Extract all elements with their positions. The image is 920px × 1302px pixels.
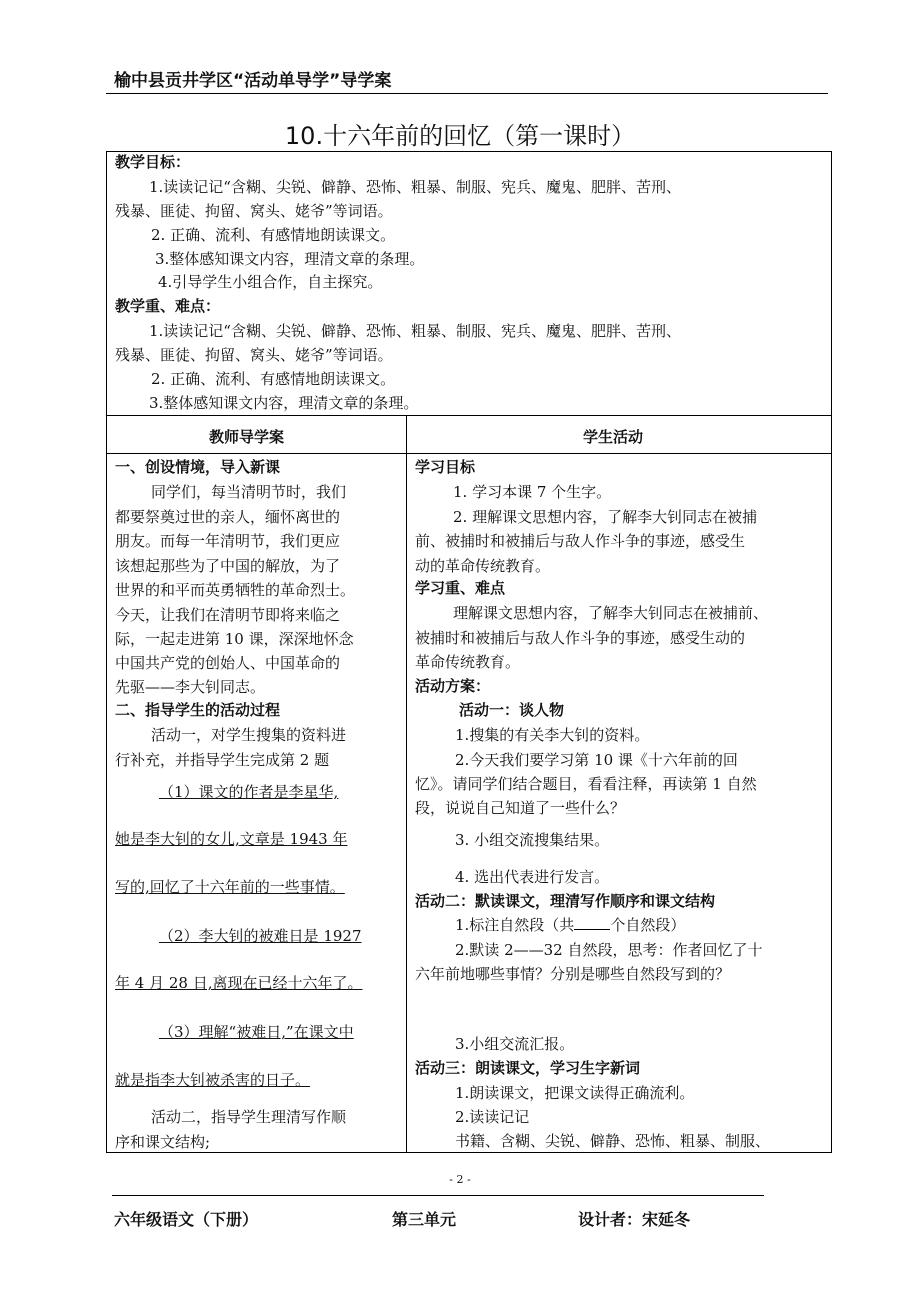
teacher-paragraph-line: 今天，让我们在清明节即将来临之 [115, 606, 341, 624]
keypoints-heading: 教学重、难点： [115, 297, 221, 315]
teacher-paragraph-line: 际，一起走进第 10 课，深深地怀念 [115, 630, 354, 648]
table-divider [106, 453, 832, 454]
teacher-paragraph-line: 都要祭奠过世的亲人，缅怀离世的 [115, 508, 341, 526]
student-goal-line: 前、被捕时和被捕后与敌人作斗争的事迹，感受生 [415, 532, 746, 550]
teacher-section-heading: 一、创设情境，导入新课 [115, 458, 281, 476]
objective-line: 1.读读记记“含糊、尖锐、僻静、恐怖、粗暴、制服、宪兵、魔鬼、肥胖、苦刑、 [149, 178, 681, 196]
document-header: 榆中县贡井学区“活动单导学”导学案 [114, 71, 392, 91]
answer-line: 写的,回忆了十六年前的一些事情。 [115, 878, 345, 896]
objectives-heading: 教学目标： [115, 153, 191, 171]
column-divider [406, 415, 407, 1153]
activity-line: 六年前地哪些事情？分别是哪些自然段写到的？ [415, 965, 731, 983]
activity-line: 2.读读记记 [455, 1108, 530, 1126]
keypoint-line: 1.读读记记“含糊、尖锐、僻静、恐怖、粗暴、制服、宪兵、魔鬼、肥胖、苦刑、 [149, 322, 681, 340]
answer-line: （2）李大钊的被难日是 1927 [159, 927, 362, 945]
activity-line: 3. 小组交流搜集结果。 [455, 831, 610, 849]
paragraph-count-blank [574, 915, 610, 930]
teacher-activity-line: 活动一，对学生搜集的资料进 [151, 726, 347, 744]
activity-line: 4. 选出代表进行发言。 [455, 868, 610, 886]
activity-line: 书籍、含糊、尖锐、僻静、恐怖、粗暴、制服、 [455, 1132, 771, 1150]
footer-rule [112, 1195, 764, 1196]
keypoint-line: 2. 正确、流利、有感情地朗读课文。 [151, 370, 396, 388]
activity-line: 1.搜集的有关李大钊的资料。 [455, 726, 650, 744]
answer-line: 年 4 月 28 日,离现在已经十六年了。 [115, 974, 363, 992]
student-key-heading: 学习重、难点 [415, 579, 506, 597]
activity-heading: 活动三：朗读课文，学习生字新词 [415, 1059, 641, 1077]
mark-paragraphs-suffix: 个自然段） [610, 916, 686, 934]
footer-designer: 设计者：宋延冬 [578, 1210, 691, 1229]
teacher-paragraph-line: 同学们，每当清明节时，我们 [151, 483, 347, 501]
teacher-paragraph-line: 中国共产党的创始人、中国革命的 [115, 654, 341, 672]
teacher-paragraph-line: 该想起那些为了中国的解放，为了 [115, 557, 341, 575]
teacher-section-heading: 二、指导学生的活动过程 [115, 701, 281, 719]
objective-line: 2. 正确、流利、有感情地朗读课文。 [151, 226, 396, 244]
activity-line: 1.朗读课文，把课文读得正确流利。 [455, 1084, 695, 1102]
student-key-line: 被捕时和被捕后与敌人作斗争的事迹，感受生动的 [415, 629, 746, 647]
student-goal-line: 1. 学习本课 7 个生字。 [453, 483, 612, 501]
mark-paragraphs-prefix: 1.标注自然段（共 [455, 916, 575, 934]
teacher-paragraph-line: 朋友。而每一年清明节，我们更应 [115, 532, 341, 550]
footer-grade: 六年级语文（下册） [114, 1210, 259, 1229]
answer-line: （3）理解“被难日,”在课文中 [159, 1023, 354, 1041]
page-number: - 2 - [449, 1173, 471, 1186]
header-rule [106, 93, 828, 94]
student-goal-line: 2. 理解课文思想内容，了解李大钊同志在被捕 [453, 508, 758, 526]
student-key-line: 革命传统教育。 [415, 653, 521, 671]
student-key-line: 理解课文思想内容，了解李大钊同志在被捕前、 [453, 604, 769, 622]
answer-line: 就是指李大钊被杀害的日子。 [115, 1071, 311, 1089]
objective-line: 残暴、匪徒、拘留、窝头、姥爷”等词语。 [115, 202, 393, 220]
table-divider [106, 415, 832, 416]
teacher-paragraph-line: 世界的和平而英勇牺牲的革命烈士。 [115, 581, 356, 599]
activity-line [455, 914, 685, 936]
activity-heading: 活动一：谈人物 [459, 701, 565, 719]
teacher-activity-line: 序和课文结构; [115, 1133, 211, 1151]
teacher-column-header: 教师导学案 [209, 428, 285, 446]
keypoint-line: 残暴、匪徒、拘留、窝头、姥爷”等词语。 [115, 346, 393, 364]
lesson-title: 10.十六年前的回忆（第一课时） [284, 122, 636, 150]
plan-heading: 活动方案： [415, 677, 491, 695]
activity-line: 3.小组交流汇报。 [455, 1035, 575, 1053]
teacher-activity-line: 活动二，指导学生理清写作顺 [151, 1108, 347, 1126]
activity-heading: 活动二：默读课文，理清写作顺序和课文结构 [415, 892, 716, 910]
objective-line: 4.引导学生小组合作，自主探究。 [158, 273, 383, 291]
student-goal-line: 动的革命传统教育。 [415, 557, 551, 575]
answer-line: （1）课文的作者是李星华, [159, 783, 339, 801]
activity-line: 2.今天我们要学习第 10 课《十六年前的回 [455, 751, 738, 769]
footer-unit: 第三单元 [392, 1210, 457, 1229]
activity-line: 2.默读 2——32 自然段，思考：作者回忆了十 [455, 941, 763, 959]
student-column-header: 学生活动 [583, 428, 644, 446]
teacher-paragraph-line: 先驱——李大钊同志。 [115, 678, 266, 696]
answer-line: 她是李大钊的女儿,文章是 1943 年 [115, 830, 348, 848]
activity-line: 段，说说自己知道了一些什么？ [415, 799, 626, 817]
teacher-activity-line: 行补充，并指导学生完成第 2 题 [115, 751, 330, 769]
student-goal-heading: 学习目标 [415, 458, 476, 476]
keypoint-line: 3.整体感知课文内容，理清文章的条理。 [149, 394, 419, 412]
activity-line: 忆》。请同学们结合题目，看看注释，再读第 1 自然 [415, 775, 757, 793]
objective-line: 3.整体感知课文内容，理清文章的条理。 [155, 250, 425, 268]
